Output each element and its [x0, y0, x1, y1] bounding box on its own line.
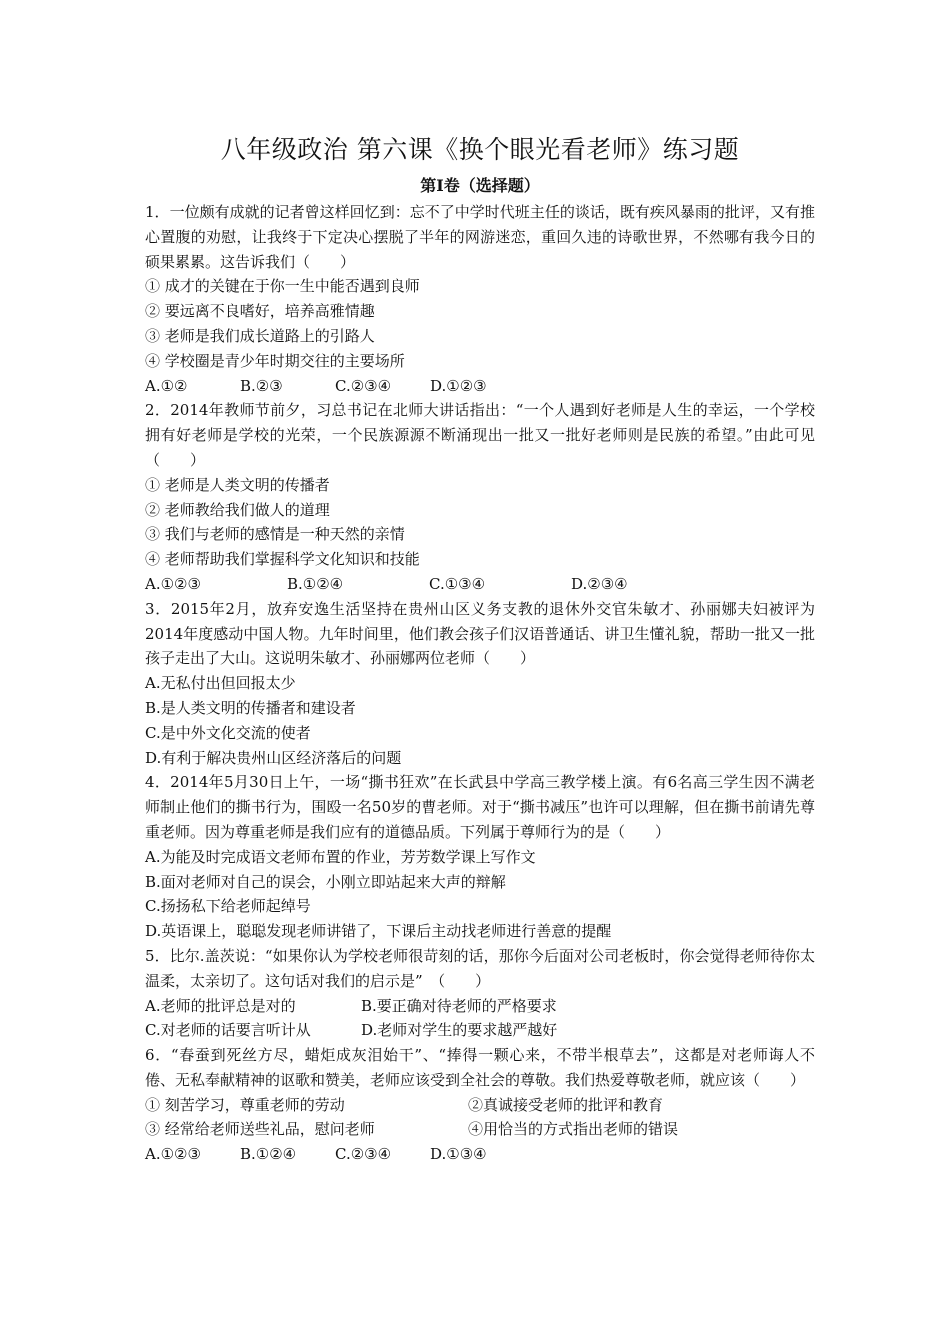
statements-row: [145, 1093, 815, 1118]
option-a: A.①②: [145, 376, 188, 395]
option-c: C.②③④: [335, 1145, 392, 1164]
answer-options: [145, 1142, 815, 1167]
question-stem: 4．2014年5月30日上午，一场“撕书狂欢”在长武县中学高三教学楼上演。有6名高三学生因不满老师制止他们的撕书行为，围殴一名50岁的曹老师。对于“撕书减压”也许可以理解，但在撕书前请先尊重老师。因为尊重老师是我们应有的道德品质。下列属于尊师行为的是（ ）: [145, 773, 815, 841]
answer-options-row: [145, 1018, 815, 1043]
statement: ① 老师是人类文明的传播者: [145, 475, 330, 494]
question-3: [145, 597, 815, 771]
question-6: [145, 1043, 815, 1167]
question-stem: 1．一位颇有成就的记者曾这样回忆到：忘不了中学时代班主任的谈话，既有疾风暴雨的批评，又有推心置腹的劝慰，让我终于下定决心摆脱了半年的网游迷恋，重回久违的诗歌世界，不然哪有我今日的硕果累累。这告诉我们（ ）: [145, 203, 815, 271]
statement: ③ 经常给老师送些礼品，慰问老师: [145, 1120, 375, 1139]
answer-options-row: [145, 994, 815, 1019]
answer-options: [145, 572, 815, 597]
option-a: A.①②③: [145, 574, 201, 593]
question-stem: 2．2014年教师节前夕，习总书记在北师大讲话指出：“一个人遇到好老师是人生的幸运，一个学校拥有好老师是学校的光荣，一个民族源源不断涌现出一批又一批好老师则是民族的希望。”由此可见（ ）: [145, 401, 815, 469]
option-d: D.②③④: [571, 574, 628, 593]
option-b: B.②③: [240, 376, 283, 395]
option-c: C.是中外文化交流的使者: [145, 723, 311, 742]
option-d: D.①③④: [430, 1145, 487, 1164]
statement: ②真诚接受老师的批评和教育: [468, 1095, 664, 1114]
statement: ② 老师教给我们做人的道理: [145, 500, 330, 519]
option-b: B.①②④: [287, 574, 344, 593]
option-c: C.扬扬私下给老师起绰号: [145, 897, 311, 916]
statement: ① 成才的关键在于你一生中能否遇到良师: [145, 277, 420, 296]
question-stem: 5．比尔.盖茨说：“如果你认为学校老师很苛刻的话，那你今后面对公司老板时，你会觉得老师待你太温柔，太亲切了。这句话对我们的启示是” （ ）: [145, 946, 815, 990]
option-b: B.是人类文明的传播者和建设者: [145, 698, 356, 717]
option-d: D.英语课上，聪聪发现老师讲错了，下课后主动找老师进行善意的提醒: [145, 922, 612, 941]
question-5: [145, 944, 815, 1043]
option-b: B.要正确对待老师的严格要求: [361, 996, 557, 1015]
statement: ② 要远离不良嗜好，培养高雅情趣: [145, 302, 375, 321]
option-b: B.面对老师对自己的误会，小刚立即站起来大声的辩解: [145, 872, 506, 891]
option-a: A.①②③: [145, 1145, 201, 1164]
exam-page: [145, 130, 815, 1167]
option-a: A.为能及时完成语文老师布置的作业，芳芳数学课上写作文: [145, 847, 536, 866]
option-b: B.①②④: [240, 1145, 297, 1164]
option-c: C.②③④: [335, 376, 392, 395]
question-2: [145, 398, 815, 596]
question-list: [145, 200, 815, 1167]
section-heading: 第Ⅰ卷（选择题）: [420, 176, 540, 195]
question-4: [145, 770, 815, 944]
option-a: A.无私付出但回报太少: [145, 674, 296, 693]
question-stem: 6．“春蚕到死丝方尽，蜡炬成灰泪始干”、“捧得一颗心来，不带半根草去”，这都是对老师诲人不倦、无私奉献精神的讴歌和赞美，老师应该受到全社会的尊敬。我们热爱尊敬老师，就应该（ ）: [145, 1046, 815, 1089]
statement: ④用恰当的方式指出老师的错误: [468, 1120, 679, 1139]
answer-options: [145, 374, 815, 399]
statement: ④ 老师帮助我们掌握科学文化知识和技能: [145, 550, 420, 569]
option-d: D.有利于解决贵州山区经济落后的问题: [145, 748, 402, 767]
statement: ③ 我们与老师的感情是一种天然的亲情: [145, 525, 405, 544]
page-title: 八年级政治 第六课《换个眼光看老师》练习题: [220, 135, 740, 164]
statements-row: [145, 1117, 815, 1142]
statement: ③ 老师是我们成长道路上的引路人: [145, 326, 375, 345]
option-c: C.①③④: [429, 574, 486, 593]
option-c: C.对老师的话要言听计从: [145, 1021, 311, 1040]
statement: ④ 学校圈是青少年时期交往的主要场所: [145, 351, 405, 370]
question-stem: 3．2015年2月，放弃安逸生活坚持在贵州山区义务支教的退休外交官朱敏才、孙丽娜夫妇被评为2014年度感动中国人物。九年时间里，他们教会孩子们汉语普通话、讲卫生懂礼貌，帮助一批又一批孩子走出了大山。这说明朱敏才、孙丽娜两位老师（ ）: [145, 599, 815, 668]
option-d: D.①②③: [430, 376, 487, 395]
option-a: A.老师的批评总是对的: [145, 996, 296, 1015]
option-d: D.老师对学生的要求越严越好: [361, 1021, 558, 1040]
statement: ① 刻苦学习，尊重老师的劳动: [145, 1095, 345, 1114]
question-1: [145, 200, 815, 398]
